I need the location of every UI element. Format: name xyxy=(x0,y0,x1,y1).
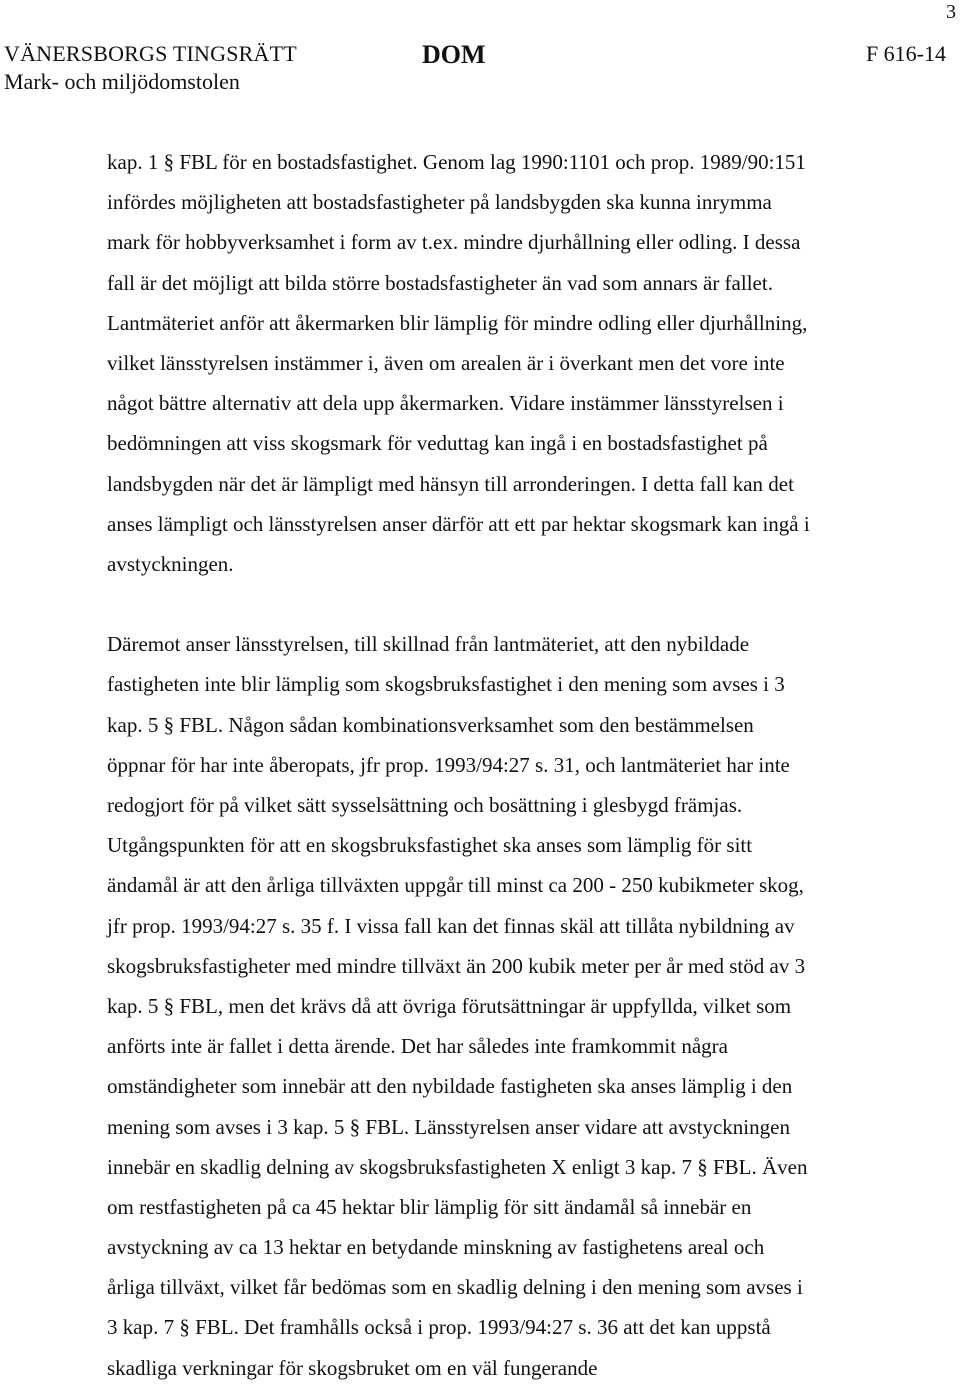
text-line: kap. 5 § FBL, men det krävs då att övriga förutsättningar är uppfyllda, vilket som xyxy=(107,993,792,1018)
text-line: avstyckningen. xyxy=(107,551,234,576)
text-line: anses lämpligt och länsstyrelsen anser därför att ett par hektar skogsmark kan ingå i xyxy=(107,511,810,536)
text-line: landsbygden när det är lämpligt med hänsyn till arronderingen. I detta fall kan det xyxy=(107,471,794,496)
text-line: bedömningen att viss skogsmark för veduttag kan ingå i en bostadsfastighet på xyxy=(107,431,768,456)
text-line: något bättre alternativ att dela upp åkermarken. Vidare instämmer länsstyrelsen i xyxy=(107,391,784,416)
text-line: innebär en skadlig delning av skogsbruksfastigheten X enligt 3 kap. 7 § FBL. Även xyxy=(107,1154,808,1179)
document-type: DOM xyxy=(422,40,486,69)
text-line: avstyckning av ca 13 hektar en betydande minskning av fastighetens areal och xyxy=(107,1235,765,1260)
text-line: skogsbruksfastigheter med mindre tillväxt än 200 kubik meter per år med stöd av 3 xyxy=(107,953,806,978)
text-line: öppnar för har inte åberopats, jfr prop. 1993/94:27 s. 31, och lantmäteriet har inte xyxy=(107,752,790,777)
text-line: infördes möjligheten att bostadsfastigheter på landsbygden ska kunna inrymma xyxy=(107,190,772,215)
text-line: vilket länsstyrelsen instämmer i, även om arealen är i överkant men det vore inte xyxy=(107,350,785,375)
text-line: mening som avses i 3 kap. 5 § FBL. Länsstyrelsen anser vidare att avstyckningen xyxy=(107,1114,790,1139)
text-line: fastigheten inte blir lämplig som skogsbruksfastighet i den mening som avses i 3 xyxy=(107,672,785,697)
text-line: Utgångspunkten för att en skogsbruksfastighet ska anses som lämplig för sitt xyxy=(107,833,753,858)
paragraph-2 xyxy=(107,624,897,1388)
text-line: årliga tillväxt, vilket får bedömas som en skadlig delning i den mening som avses i xyxy=(107,1275,803,1300)
text-line: anförts inte är fallet i detta ärende. Det har således inte framkommit några xyxy=(107,1034,728,1059)
text-line: ändamål är att den årliga tillväxten uppgår till minst ca 200 - 250 kubikmeter skog, xyxy=(107,873,804,898)
case-number: F 616-14 xyxy=(865,41,946,66)
text-line: jfr prop. 1993/94:27 s. 35 f. I vissa fall kan det finnas skäl att tillåta nybildning av xyxy=(107,913,795,938)
paragraph-spacer xyxy=(107,584,897,624)
page-number: 3 xyxy=(946,1,956,23)
document-header xyxy=(0,40,960,100)
text-line: redogjort för på vilket sätt sysselsättning och bosättning i glesbygd främjas. xyxy=(107,793,743,817)
text-line: Lantmäteriet anför att åkermarken blir lämplig för mindre odling eller djurhållning, xyxy=(107,310,808,335)
court-name: VÄNERSBORGS TINGSRÄTT xyxy=(4,41,297,66)
text-line: kap. 5 § FBL. Någon sådan kombinationsverksamhet som den bestämmelsen xyxy=(107,712,754,737)
court-division: Mark- och miljödomstolen xyxy=(4,69,240,94)
paragraph-1 xyxy=(107,142,897,584)
text-line: kap. 1 § FBL för en bostadsfastighet. Genom lag 1990:1101 och prop. 1989/90:151 xyxy=(107,150,806,174)
text-line: fall är det möjligt att bilda större bostadsfastigheter än vad som annars är fallet. xyxy=(107,270,773,295)
document-body xyxy=(107,142,897,1388)
text-line: skadliga verkningar för skogsbruket om en väl fungerande xyxy=(107,1355,598,1380)
text-line: omständigheter som innebär att den nybildade fastigheten ska anses lämplig i den xyxy=(107,1074,793,1099)
text-line: Däremot anser länsstyrelsen, till skillnad från lantmäteriet, att den nybildade xyxy=(107,632,750,657)
text-line: mark för hobbyverksamhet i form av t.ex. mindre djurhållning eller odling. I dessa xyxy=(107,230,801,255)
text-line: om restfastigheten på ca 45 hektar blir lämplig för sitt ändamål så innebär en xyxy=(107,1194,752,1219)
text-line: 3 kap. 7 § FBL. Det framhålls också i prop. 1993/94:27 s. 36 att det kan uppstå xyxy=(107,1315,771,1340)
